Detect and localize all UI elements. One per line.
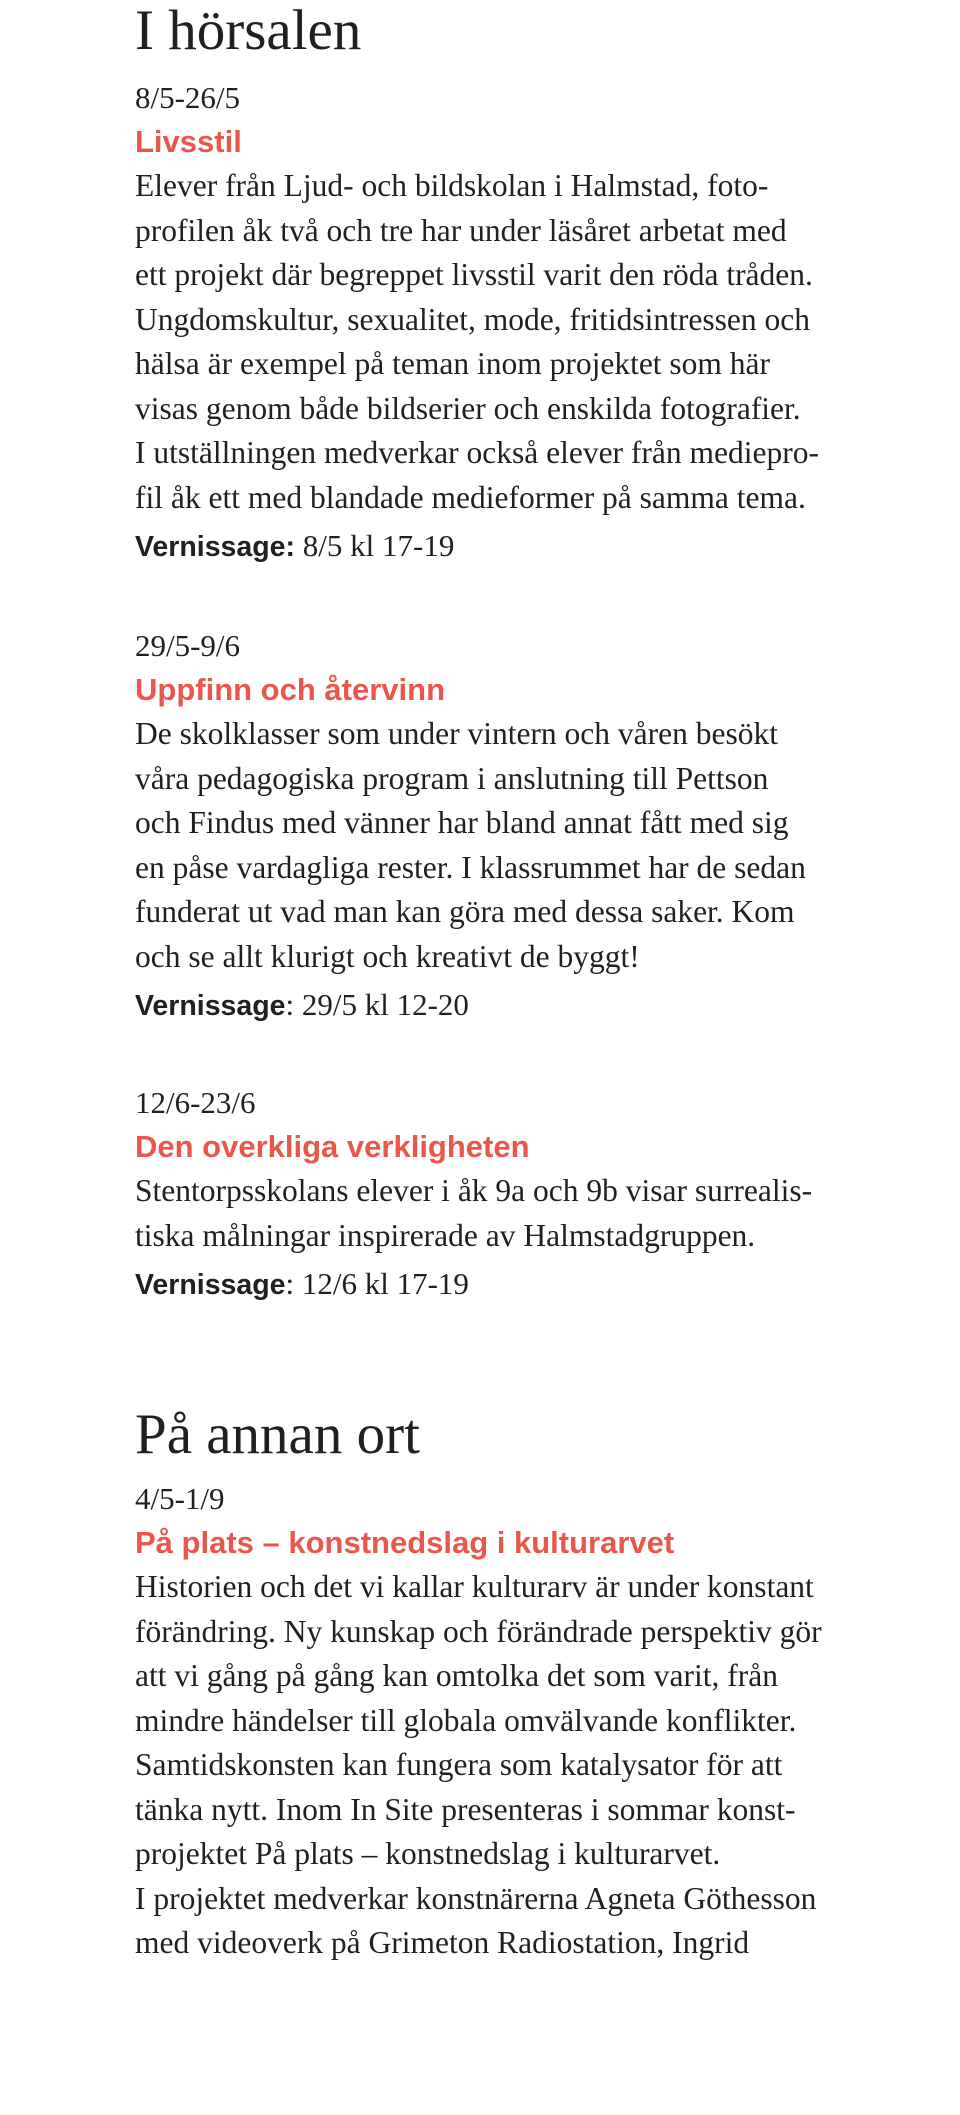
vernissage-info: [135, 983, 950, 1028]
description-line: Stentorpsskolans elever i åk 9a och 9b visar surrealis-: [135, 1173, 813, 1208]
description-line: med videoverk på Grimeton Radiostation, Ingrid: [135, 1925, 750, 1960]
description-line: Ungdomskultur, sexualitet, mode, fritidsintressen och: [135, 301, 811, 337]
event-uppfinn-och-atervinn: [135, 624, 950, 1028]
vernissage-label: Vernissage: [135, 1269, 286, 1301]
event-pa-plats: [135, 1477, 950, 1966]
section-title-i-horsalen: I hörsalen: [135, 0, 362, 62]
description-line: funderat ut vad man kan göra med dessa saker. Kom: [135, 894, 795, 929]
vernissage-value: : 12/6 kl 17-19: [285, 1266, 469, 1301]
description-line: en påse vardagliga rester. I klassrummet har de sedan: [135, 849, 806, 885]
description-line: projektet På plats – konstnedslag i kulturarvet.: [135, 1836, 721, 1871]
event-date: 12/6-23/6: [135, 1085, 256, 1120]
vernissage-label: Vernissage:: [135, 531, 296, 563]
description-line: mindre händelser till globala omvälvande konflikter.: [135, 1702, 797, 1738]
description-line: visas genom både bildserier och enskilda fotografier.: [135, 390, 801, 426]
section-title-pa-annan-ort: På annan ort: [135, 1403, 420, 1466]
description-line: våra pedagogiska program i anslutning till Pettson: [135, 760, 769, 796]
description-line: fil åk ett med blandade medieformer på samma tema.: [135, 479, 806, 515]
description-line: förändring. Ny kunskap och förändrade perspektiv gör: [135, 1613, 822, 1649]
event-title: Den overkliga verkligheten: [135, 1129, 530, 1164]
description-line: I projektet medverkar konstnärerna Agneta Göthesson: [135, 1880, 817, 1916]
event-description: [135, 164, 950, 520]
event-description: [135, 1169, 950, 1258]
vernissage-label: Vernissage: [135, 990, 286, 1022]
description-line: Elever från Ljud- och bildskolan i Halmstad, foto-: [135, 168, 769, 203]
vernissage-info: [135, 524, 950, 569]
description-line: och se allt klurigt och kreativt de byggt!: [135, 938, 640, 974]
event-den-overkliga-verkligheten: [135, 1081, 950, 1307]
event-description: [135, 1565, 950, 1966]
event-title: Uppfinn och återvinn: [135, 672, 445, 707]
description-line: att vi gång på gång kan omtolka det som varit, från: [135, 1658, 778, 1693]
description-line: ett projekt där begreppet livsstil varit den röda tråden.: [135, 257, 813, 292]
description-line: hälsa är exempel på teman inom projektet som här: [135, 346, 771, 381]
description-line: tänka nytt. Inom In Site presenteras i sommar konst-: [135, 1791, 796, 1827]
description-line: tiska målningar inspirerade av Halmstadgruppen.: [135, 1217, 756, 1253]
event-description: [135, 712, 950, 979]
vernissage-value: : 29/5 kl 12-20: [285, 987, 469, 1022]
vernissage-info: [135, 1262, 950, 1307]
vernissage-value: 8/5 kl 17-19: [295, 528, 455, 563]
event-title: Livsstil: [135, 124, 242, 159]
event-date: 4/5-1/9: [135, 1481, 225, 1516]
description-line: De skolklasser som under vintern och våren besökt: [135, 716, 778, 751]
event-title: På plats – konstnedslag i kulturarvet: [135, 1525, 675, 1560]
description-line: Samtidskonsten kan fungera som katalysator för att: [135, 1747, 783, 1782]
description-line: Historien och det vi kallar kulturarv är under konstant: [135, 1569, 814, 1604]
description-line: profilen åk två och tre har under läsåret arbetat med: [135, 212, 787, 248]
event-livsstil: [135, 76, 950, 569]
event-date: 8/5-26/5: [135, 80, 241, 115]
description-line: och Findus med vänner har bland annat fått med sig: [135, 805, 789, 840]
event-date: 29/5-9/6: [135, 628, 241, 663]
description-line: I utställningen medverkar också elever från mediepro-: [135, 435, 819, 470]
